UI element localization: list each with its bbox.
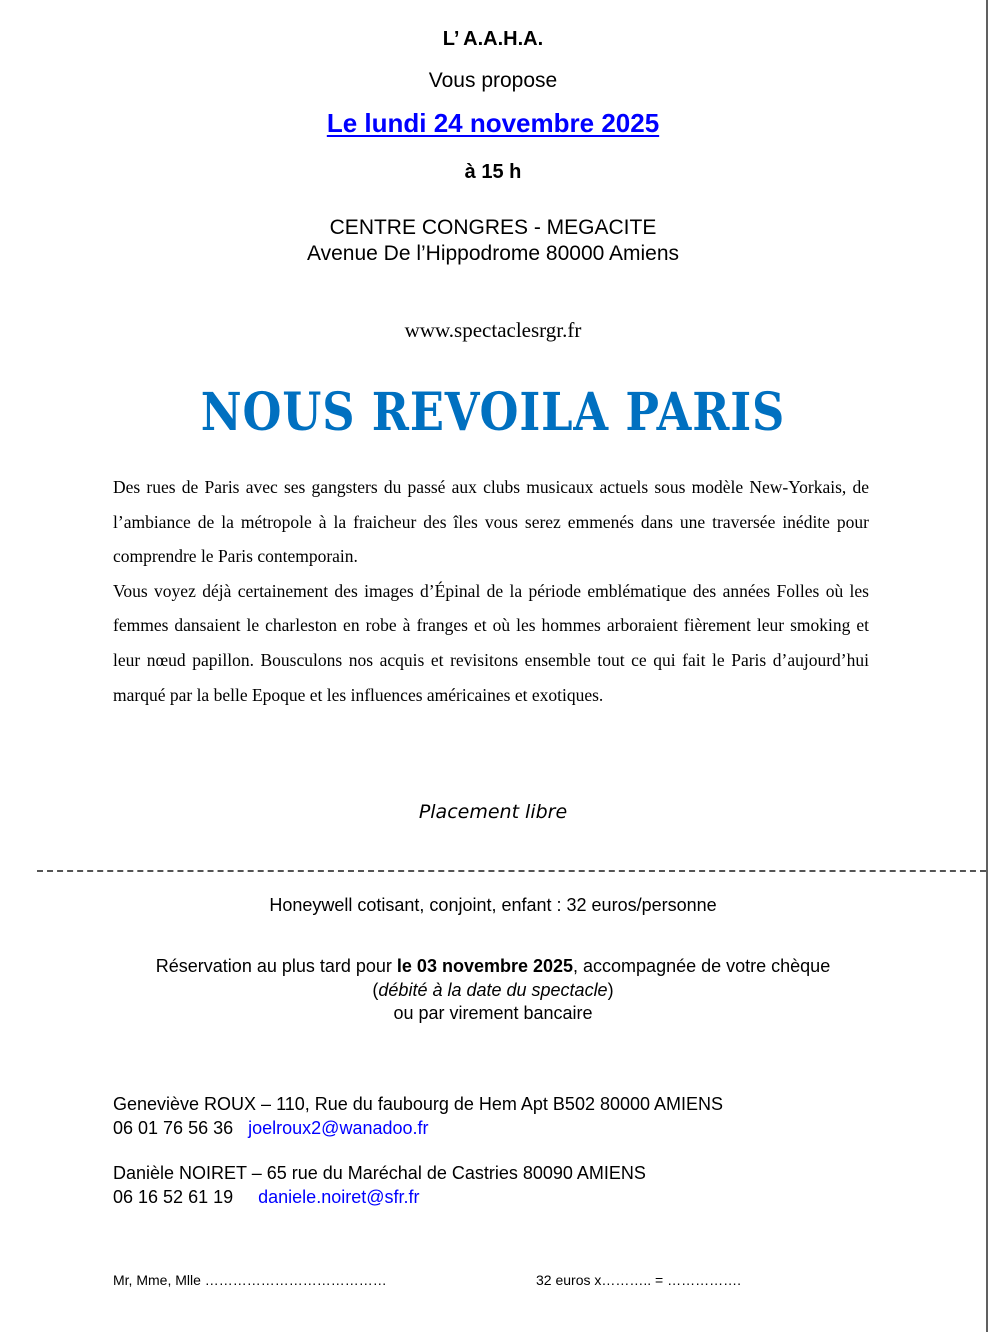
show-title: NOUS REVOILA PARIS [200,382,786,443]
payment-alternative: ou par virement bancaire [393,1003,593,1023]
reservation-info [0,955,986,1026]
contact-line [113,1186,723,1210]
form-amount-field: 32 euros x……….. = ……………. [536,1272,741,1288]
organization-name: L’ A.A.H.A. [442,28,544,50]
contact-item [113,1162,723,1209]
deadline-suffix: , accompagnée de votre chèque [573,956,831,976]
paren-close: ) [607,979,614,1000]
cheque-note [0,979,986,1003]
paren-open: ( [372,979,379,1000]
venue-address: Avenue De l’Hippodrome 80000 Amiens [306,242,679,265]
website-link[interactable]: www.spectaclesrgr.fr [404,318,582,342]
description-paragraph: Des rues de Paris avec ses gangsters du passé aux clubs musicaux actuels sous modèle New-Yorkais, de l’ambiance de la métropole à la fraicheur des îles vous serez emmenés dans une traversée inédite pour comprendre le Paris contemporain. [113,477,869,567]
reservation-deadline [0,955,986,979]
contacts-list [113,1093,723,1231]
cut-line-divider [37,870,986,872]
contact-line [113,1117,723,1141]
intro-text: Vous propose [428,69,558,92]
price-info: Honeywell cotisant, conjoint, enfant : 32 euros/personne [269,895,717,915]
venue-block [0,215,986,267]
cheque-note-text: débité à la date du spectacle [378,979,608,1000]
event-date: Le lundi 24 novembre 2025 [326,108,660,138]
contact-address: Danièle NOIRET – 65 rue du Maréchal de Castries 80090 AMIENS [113,1163,646,1183]
contact-address: Geneviève ROUX – 110, Rue du faubourg de Hem Apt B502 80000 AMIENS [113,1094,724,1114]
deadline-date: le 03 novembre 2025 [396,956,574,976]
contact-phone: 06 16 52 61 19 [113,1186,234,1207]
deadline-prefix: Réservation au plus tard pour [155,956,397,976]
contact-email-link[interactable]: daniele.noiret@sfr.fr [258,1186,420,1207]
venue-name: CENTRE CONGRES - MEGACITE [329,216,657,239]
seating-info: Placement libre [418,801,568,823]
form-name-field: Mr, Mme, Mlle ………………………………… [113,1272,387,1288]
description-paragraph: Vous voyez déjà certainement des images d’Épinal de la période emblématique des années Folles où les femmes dansaient le charleston en robe à franges et où les hommes arboraient fièrement leur smoking et leur nœud papillon. Bousculons nos acquis et revisitons ensemble tout ce qui fait le Paris d’aujourd’hui marqué par la belle Epoque et les influences américaines et exotiques. [113,580,869,705]
show-description [113,470,869,712]
contact-phone: 06 01 76 56 36 [113,1117,234,1138]
event-time: à 15 h [464,161,522,183]
contact-item [113,1093,723,1140]
contact-email-link[interactable]: joelroux2@wanadoo.fr [248,1117,429,1138]
